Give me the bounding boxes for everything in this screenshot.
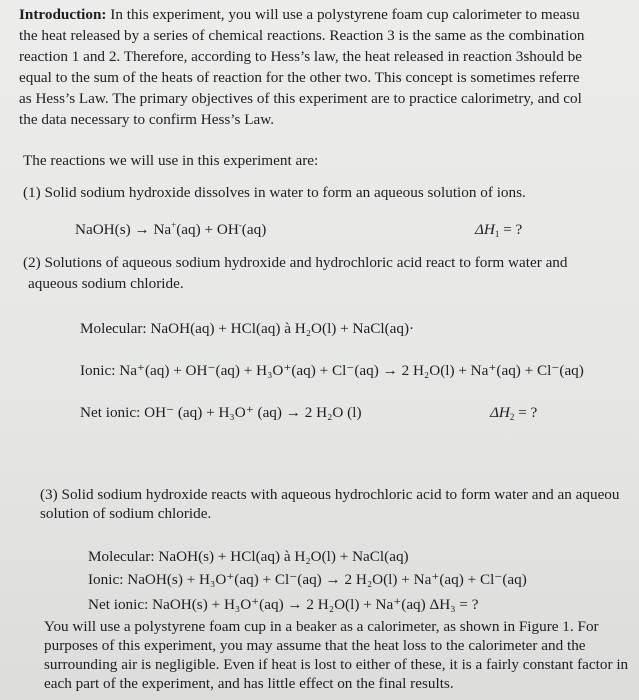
reaction1-dh-value: = ? [499, 221, 523, 238]
reactions-heading: The reactions we will use in this experiment are: [23, 152, 319, 169]
reaction2-molecular: Molecular: NaOH(aq) + HCl(aq) à H₂O(l) + NaCl(aq)· [80, 320, 415, 337]
reaction1-dh-sub: 1 [494, 229, 500, 239]
intro-line-5: as Hess’s Law. The primary objectives of this experiment are to practice calorimetry, and col [19, 90, 582, 107]
reaction1-eq-sup2: - [238, 220, 242, 230]
reaction3-ionic: Ionic: NaOH(s) + H₃O⁺(aq) + Cl⁻(aq) → 2 H₂O(l) + Na⁺(aq) + Cl⁻(aq) [88, 571, 527, 588]
reaction1-eq-left: NaOH(s) → Na [75, 221, 172, 238]
reaction1-eq-end: (aq) [241, 221, 267, 238]
intro-label: Introduction: [19, 6, 107, 23]
reaction1-delta-h [475, 221, 522, 239]
reaction2-dh-sub: 2 [509, 412, 515, 422]
reaction2-dh-symbol: ΔH [490, 404, 510, 421]
closing-line-4: each part of the experiment, and has little effect on the final results. [44, 675, 454, 692]
reaction2-net-ionic: Net ionic: OH⁻ (aq) + H₃O⁺ (aq) → 2 H₂O (l) [80, 404, 362, 421]
reaction1-dh-symbol: ΔH [475, 221, 495, 238]
reaction2-title-line1: (2) Solutions of aqueous sodium hydroxide and hydrochloric acid react to form water and [23, 254, 568, 271]
closing-line-2: purposes of this experiment, you may assume that the heat loss to the calorimeter and the [44, 637, 586, 654]
closing-line-1: You will use a polystyrene foam cup in a beaker as a calorimeter, as shown in Figure 1. For [44, 618, 599, 635]
reaction1-eq-mid: (aq) + OH [176, 221, 239, 238]
intro-line-1-text: In this experiment, you will use a polystyrene foam cup calorimeter to measu [106, 6, 580, 23]
reaction3-title-line2: solution of sodium chloride. [40, 505, 212, 522]
reaction1-equation [75, 221, 266, 239]
intro-line-3: reaction 1 and 2. Therefore, according to Hess’s law, the heat released in reaction 3should be [19, 48, 582, 65]
reaction3-title-line1: (3) Solid sodium hydroxide reacts with aqueous hydrochloric acid to form water and an aqueou [40, 486, 620, 503]
closing-line-3: surrounding air is negligible. Even if heat is lost to either of these, it is a fairly constant factor in [44, 656, 629, 673]
intro-line-6: the data necessary to confirm Hess’s Law. [19, 111, 275, 128]
reaction2-title-line2: aqueous sodium chloride. [28, 275, 184, 292]
intro-line-1 [19, 6, 580, 24]
intro-line-4: equal to the sum of the heats of reaction for the other two. This concept is sometimes referre [19, 69, 580, 86]
reaction2-dh-value: = ? [514, 404, 538, 421]
reaction3-net-ionic: Net ionic: NaOH(s) + H₃O⁺(aq) → 2 H₂O(l) + Na⁺(aq) ΔH₃ = ? [88, 596, 479, 613]
reaction3-molecular: Molecular: NaOH(s) + HCl(aq) à H₂O(l) + NaCl(aq) [88, 548, 409, 565]
intro-line-2: the heat released by a series of chemical reactions. Reaction 3 is the same as the combination [19, 27, 585, 44]
reaction1-eq-sup1: + [171, 220, 177, 230]
reaction1-title: (1) Solid sodium hydroxide dissolves in water to form an aqueous solution of ions. [23, 184, 526, 201]
reaction2-ionic: Ionic: Na⁺(aq) + OH⁻(aq) + H₃O⁺(aq) + Cl⁻(aq) → 2 H₂O(l) + Na⁺(aq) + Cl⁻(aq) [80, 362, 584, 379]
reaction2-delta-h [490, 404, 537, 422]
